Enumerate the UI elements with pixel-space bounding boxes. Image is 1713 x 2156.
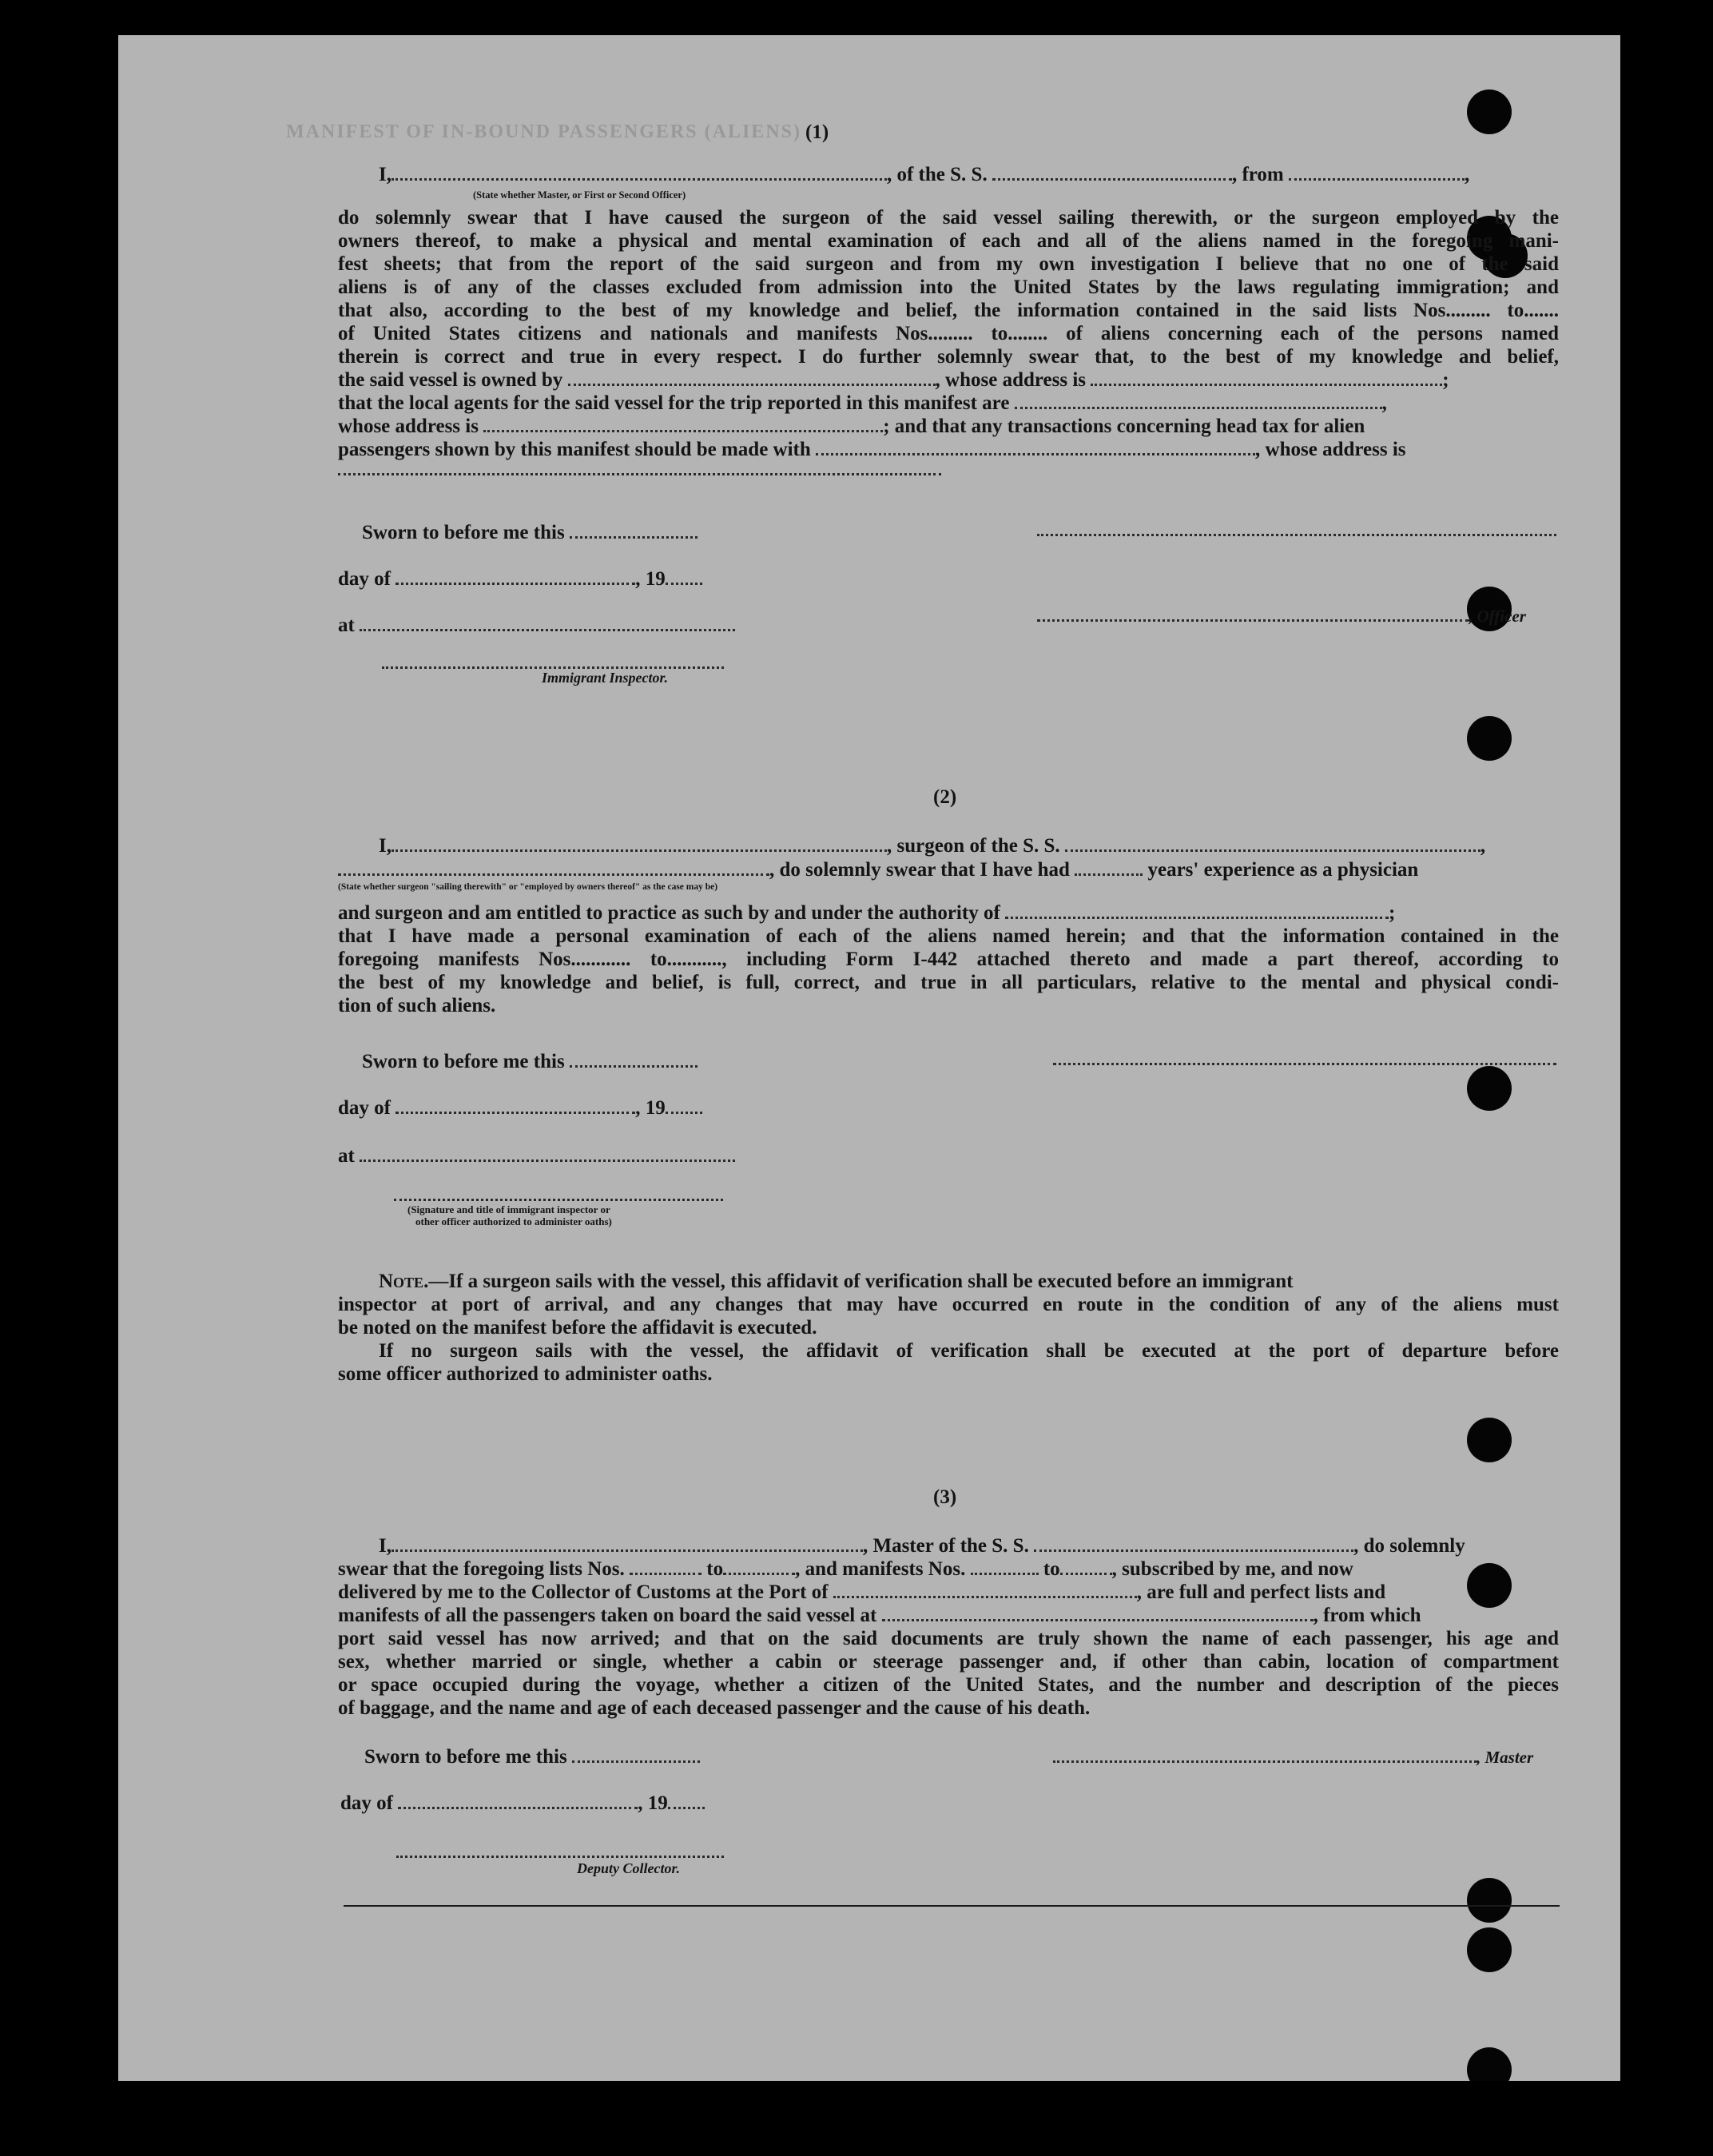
deputy-collector-signature-line: [396, 1856, 724, 1858]
section-2-at: at: [338, 1144, 735, 1168]
section-2-authority: and surgeon and am entitled to practice as such by and under the authority of ;: [338, 902, 1396, 924]
section-1-headtax-line: passengers shown by this manifest should be made with , whose address is: [338, 439, 1406, 460]
section-2-day-of: day of , 19: [338, 1096, 702, 1120]
section-1-sworn: Sworn to before me this: [362, 521, 698, 544]
punch-hole: [1467, 1418, 1512, 1462]
section-1-intro: I, , of the S. S. , from ,: [379, 164, 1470, 185]
section-1-owner-line: the said vessel is owned by , whose address is ;: [338, 369, 1449, 391]
punch-hole: [1467, 1066, 1512, 1111]
surgeon-signature-line: [1053, 1063, 1556, 1065]
inspector-signature-line: [382, 666, 724, 669]
bottom-rule: [344, 1905, 1560, 1907]
immigrant-inspector-caption: Immigrant Inspector.: [542, 670, 669, 686]
section-2-surgeon-caption: (State whether surgeon "sailing therewith" or "employed by owners thereof" as the case may be): [338, 882, 718, 892]
section-1-line: owners thereof, to make a physical and mental examination of each and all of the aliens named in the foregoing mani-: [338, 230, 1559, 252]
signature-caption-2: other officer authorized to administer oaths): [415, 1215, 612, 1227]
punch-hole: [1467, 1563, 1512, 1608]
section-1-officer-caption: (State whether Master, or First or Second Officer): [473, 189, 686, 201]
note-line-2: inspector at port of arrival, and any changes that may have occurred en route in the condition of any of the aliens must: [338, 1294, 1559, 1315]
section-1-day-of: day of , 19: [338, 567, 702, 591]
section-2-line: that I have made a personal examination of each of the aliens named herein; and that the information contained in the: [338, 925, 1559, 947]
section-1-officer-signature: , Officer: [1037, 604, 1526, 628]
section-1-number: (1): [805, 121, 829, 143]
section-1-agents-line: that the local agents for the said vessel for the trip reported in this manifest are ,: [338, 392, 1387, 414]
section-2-intro: I, , surgeon of the S. S. ,: [379, 835, 1486, 857]
blank-line: [338, 473, 941, 475]
section-3-day-of: day of , 19: [340, 1792, 705, 1815]
punch-hole: [1467, 1878, 1512, 1923]
section-2-number: (2): [933, 786, 957, 808]
section-3-last-line: of baggage, and the name and age of each deceased passenger and the cause of his death.: [338, 1697, 1091, 1719]
section-3-swear: swear that the foregoing lists Nos. to , and manifests Nos. to , subscribed by me, and now: [338, 1558, 1353, 1580]
section-1-line: aliens is of any of the classes excluded from admission into the United States by the laws regulating immigration; and: [338, 276, 1559, 298]
punch-hole: [1467, 1927, 1512, 1972]
note-line-4: If no surgeon sails with the vessel, the affidavit of verification shall be executed at the port of departure before: [379, 1340, 1559, 1362]
bleed-through-header: MANIFEST OF IN-BOUND PASSENGERS (ALIENS): [286, 121, 801, 142]
section-3-sworn: Sworn to before me this: [364, 1745, 700, 1768]
section-2-line: the best of my knowledge and belief, is full, correct, and true in all particulars, relative to the mental and physical condi-: [338, 972, 1559, 993]
section-3-manifests: manifests of all the passengers taken on board the said vessel at , from which: [338, 1605, 1421, 1626]
document-page: [118, 35, 1620, 2081]
section-3-line: or space occupied during the voyage, whether a citizen of the United States, and the number and description of the pieces: [338, 1674, 1559, 1696]
note-line-5: some officer authorized to administer oaths.: [338, 1363, 713, 1385]
section-3-delivered: delivered by me to the Collector of Customs at the Port of , are full and perfect lists and: [338, 1581, 1386, 1603]
section-3-line: port said vessel has now arrived; and that on the said documents are truly shown the name of each passenger, his age and: [338, 1628, 1559, 1649]
section-1-line: of United States citizens and nationals and manifests Nos......... to........ of aliens concerning each of the persons named: [338, 323, 1559, 344]
punch-hole: [1467, 716, 1512, 761]
note-line-3: be noted on the manifest before the affidavit is executed.: [338, 1317, 817, 1339]
section-2-last-line: tion of such aliens.: [338, 995, 496, 1016]
section-1-line: that also, according to the best of my knowledge and belief, the information contained in the said lists Nos......... to.......: [338, 300, 1559, 321]
section-1-line: fest sheets; that from the report of the said surgeon and from my own investigation I believe that no one of the said: [338, 253, 1559, 275]
section-3-line: sex, whether married or single, whether a cabin or steerage passenger and, if other than cabin, location of compartment: [338, 1651, 1559, 1673]
punch-hole: [1467, 2047, 1512, 2081]
section-3-intro: I, , Master of the S. S. , do solemnly: [379, 1535, 1465, 1557]
section-2-line: foregoing manifests Nos............ to..........., including Form I-442 attached thereto and made a part thereof, according to: [338, 949, 1559, 970]
signature-caption-1: (Signature and title of immigrant inspector or: [407, 1203, 610, 1215]
section-2-sworn: Sworn to before me this: [362, 1050, 698, 1073]
signature-line: [1037, 534, 1556, 536]
section-1-line: therein is correct and true in every respect. I do further solemnly swear that, to the best of my knowledge and belief,: [338, 346, 1559, 368]
section-1-line: do solemnly swear that I have caused the surgeon of the said vessel sailing therewith, or the surgeon employed by the: [338, 207, 1559, 229]
officer-signature-line: [394, 1199, 723, 1201]
section-1-at: at: [338, 614, 735, 637]
section-1-agents-address-line: whose address is ; and that any transactions concerning head tax for alien: [338, 416, 1365, 437]
punch-hole: [1467, 90, 1512, 134]
deputy-collector-caption: Deputy Collector.: [577, 1860, 680, 1876]
master-signature: , Master: [1053, 1745, 1533, 1769]
note-line-1: Note.—If a surgeon sails with the vessel, this affidavit of verification shall be executed before an immigrant: [379, 1271, 1294, 1292]
section-3-number: (3): [933, 1486, 957, 1508]
section-2-experience: , do solemnly swear that I have had years' experience as a physician: [338, 858, 1418, 881]
